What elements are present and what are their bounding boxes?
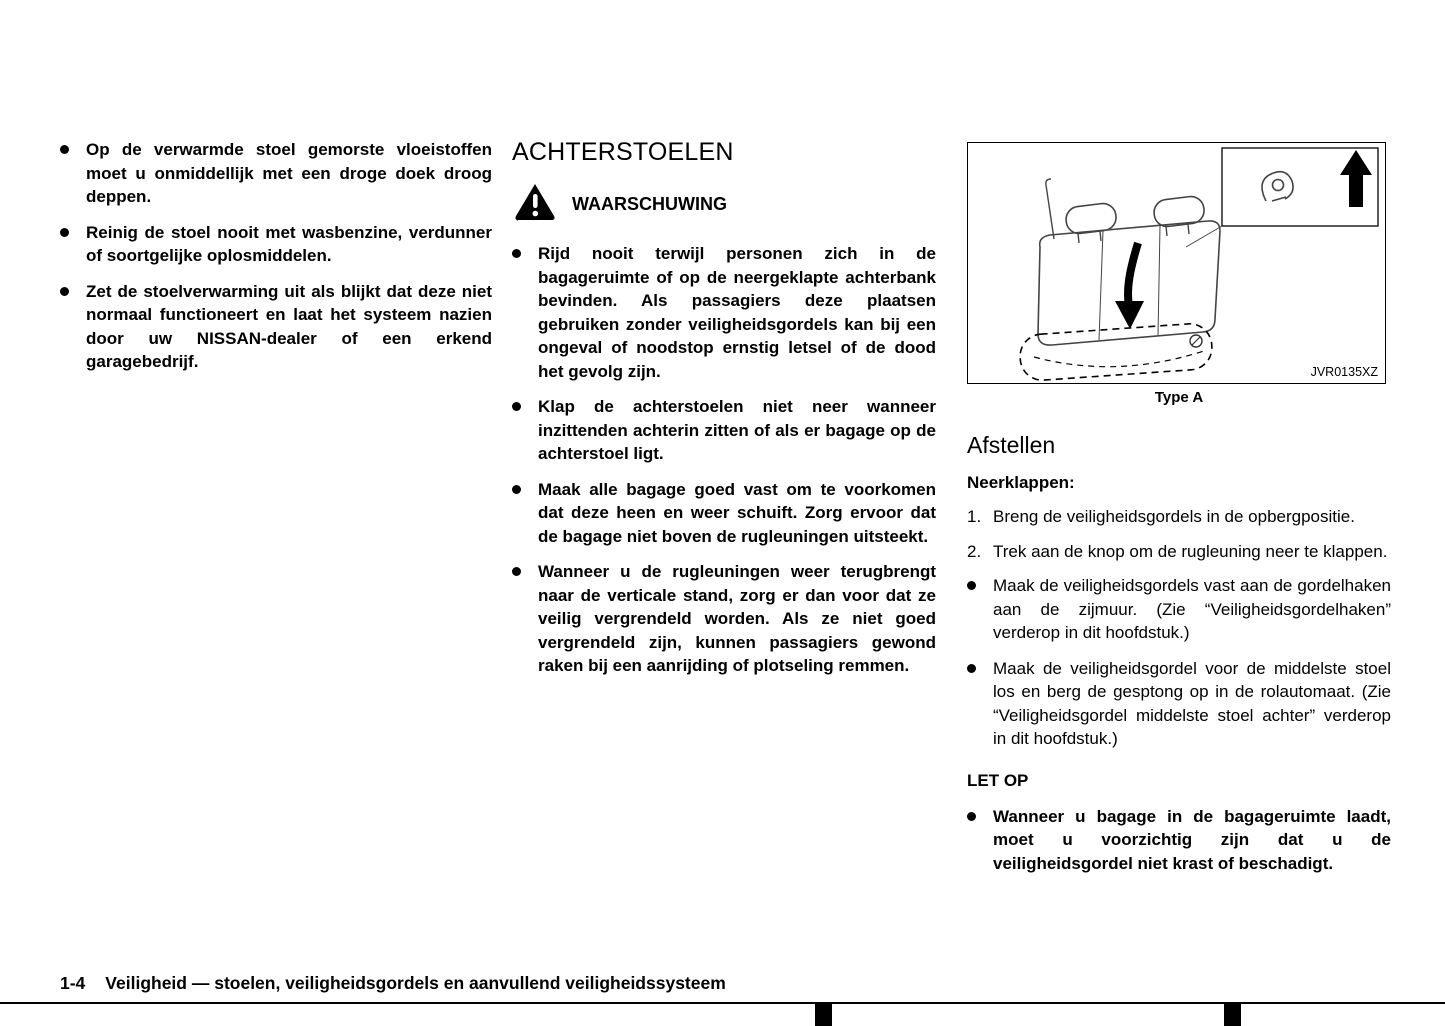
list-item (60, 280, 492, 374)
bullet-icon (60, 228, 69, 237)
bullet-text: Op de verwarmde stoel gemorste vloeistoffen moet u onmiddellijk met een droge doek droog deppen. (86, 140, 492, 206)
print-tab-mark (815, 1004, 832, 1026)
list-item (60, 221, 492, 268)
bullet-icon (967, 812, 976, 821)
numbered-step (967, 540, 1391, 564)
step-number: 1. (967, 507, 982, 526)
footer-title: Veiligheid — stoelen, veiligheidsgordels en aanvullend veiligheidssysteem (105, 973, 726, 993)
bullet-text: Zet de stoelverwarming uit als blijkt dat deze niet normaal functioneert en laat het systeem nazien door uw NISSAN-dealer of een erkend garagebedrijf. (86, 281, 492, 371)
left-column (60, 138, 492, 386)
numbered-step (967, 505, 1391, 529)
list-item (512, 395, 936, 466)
warning-icon (514, 183, 556, 226)
middle-column (512, 138, 936, 690)
list-item (512, 478, 936, 549)
bullet-icon (512, 485, 521, 494)
bullet-icon (60, 145, 69, 154)
bullet-icon (512, 402, 521, 411)
list-item (512, 242, 936, 383)
bullet-icon (512, 249, 521, 258)
bullet-icon (967, 664, 976, 673)
page-footer (60, 973, 726, 994)
bullet-text: Wanneer u de rugleuningen weer terugbrengt naar de verticale stand, zorg er dan voor dat ze veilig vergrendeld worden. Als ze niet goed vergrendeld zijn, kunnen passagiers gewond raken bij een aanrijding of plotseling remmen. (538, 562, 936, 675)
warning-header (514, 183, 936, 226)
list-item (512, 560, 936, 678)
step-text: Trek aan de knop om de rugleuning neer te klappen. (993, 541, 1388, 561)
figure-code: JVR0135XZ (1310, 365, 1378, 379)
list-item (967, 805, 1391, 876)
print-tab-mark (1224, 1004, 1241, 1026)
list-item (60, 138, 492, 209)
section-heading: ACHTERSTOELEN (512, 138, 734, 166)
list-item (967, 657, 1391, 751)
adjust-heading: Afstellen (967, 432, 1056, 458)
bullet-icon (967, 581, 976, 590)
step-number: 2. (967, 541, 982, 561)
list-item (967, 574, 1391, 645)
figure-caption: Type A (1154, 389, 1204, 406)
bullet-text: Rijd nooit terwijl personen zich in de bagageruimte of op de neergeklapte achterbank bevinden. Als passagiers deze plaatsen gebruiken zonder veiligheidsgordels kan bij een ongeval of noodstop ernstig letsel of de dood het gevolg zijn. (538, 244, 936, 381)
bullet-text: Maak de veiligheidsgordel voor de middelste stoel los en berg de gesptong op in de rolautomaat. (Zie “Veiligheidsgordel middelste stoel achter” verderop in dit hoofdstuk.) (993, 658, 1391, 748)
bullet-text: Reinig de stoel nooit met wasbenzine, verdunner of soortgelijke oplosmiddelen. (86, 222, 492, 265)
right-column (967, 142, 1391, 887)
bullet-text: Maak alle bagage goed vast om te voorkomen dat deze heen en weer schuift. Zorg ervoor dat de bagage niet boven de rugleuningen uitsteekt. (538, 479, 936, 546)
bullet-text: Wanneer u bagage in de bagageruimte laadt, moet u voorzichtig zijn dat u de veiligheidsgordel niet krast of beschadigt. (993, 806, 1391, 873)
bullet-text: Klap de achterstoelen niet neer wanneer inzittenden achterin zitten of als er bagage op de achterstoel ligt. (538, 397, 936, 463)
step-text: Breng de veiligheidsgordels in de opbergpositie. (993, 507, 1355, 526)
caution-heading: LET OP (967, 770, 1029, 790)
fold-down-subheading: Neerklappen: (967, 473, 1075, 492)
rear-seat-illustration (968, 143, 1384, 382)
bullet-text: Maak de veiligheidsgordels vast aan de gordelhaken aan de zijmuur. (Zie “Veiligheidsgordelhaken” verderop in dit hoofdstuk.) (993, 576, 1391, 642)
warning-label: WAARSCHUWING (572, 194, 727, 214)
rear-seat-figure (967, 142, 1386, 384)
bullet-icon (60, 287, 69, 296)
bullet-icon (512, 567, 521, 576)
page-number: 1-4 (60, 973, 86, 993)
